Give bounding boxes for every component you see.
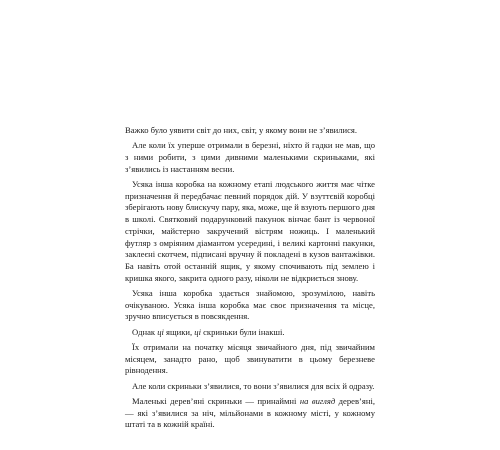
text-run: Усяка інша коробка на кожному етапі людського життя має чітке призначення й передбачає певний порядок дій. У взуттєвій коробці зберігають нову блискучу пару, яка, може, ще й взують першого дня в школі. Святковий подарунковий пакунок вінчає бант із червоної стрічки, майстерно закручений вістрям ножиць. І маленький футляр з омріяним діамантом усередині, і великі картонні пакунки, заклеєні скотчем, підписані вручну й покладені в кузов вантажівки. Ба навіть отой останній ящик, у якому спочивають під землею і кришка якого, закрита одного разу, ніколи не відкриється знову.	[125, 179, 375, 283]
text-run: дерев’яні, — які з’явилися за ніч, мільйонами в кожному місті, у кожному штаті та в кожній країні.	[125, 395, 375, 430]
paragraph	[125, 288, 375, 323]
paragraph	[125, 125, 375, 137]
text-run: Однак	[132, 326, 158, 337]
text-run: Усяка інша коробка здається знайомою, зрозумілою, навіть очікуваною. Усяка інша коробка має своє призначення та місце, зручно вписується в повсякдення.	[125, 287, 375, 322]
body-text	[125, 125, 375, 435]
italic-text-run: ці	[194, 326, 201, 337]
paragraph	[125, 381, 375, 393]
paragraph	[125, 327, 375, 339]
text-run: скриньки були інакші.	[200, 326, 285, 337]
text-run: Але коли їх уперше отримали в березні, ніхто й гадки не мав, що з ними робити, з цими дивними маленькими скриньками, які з’явились із настанням весни.	[125, 140, 375, 174]
paragraph	[125, 342, 375, 377]
italic-text-run: ці	[157, 326, 164, 337]
text-run: ящики,	[163, 326, 195, 337]
text-run: Маленькі дерев’яні скриньки — принаймні	[132, 395, 300, 406]
paragraph	[125, 140, 375, 175]
paragraph	[125, 396, 375, 431]
italic-text-run: на вигляд	[299, 395, 336, 406]
text-run: Важко було уявити світ до них, світ, у якому вони не з’явилися.	[125, 125, 358, 135]
text-run: Їх отримали на початку місяця звичайного дня, під звичайним місяцем, занадто рано, щоб звинуватити в цьому березневе рівнодення.	[125, 341, 375, 376]
text-run: Але коли скриньки з’явилися, то вони з’явилися для всіх й одразу.	[132, 380, 375, 391]
paragraph	[125, 179, 375, 284]
